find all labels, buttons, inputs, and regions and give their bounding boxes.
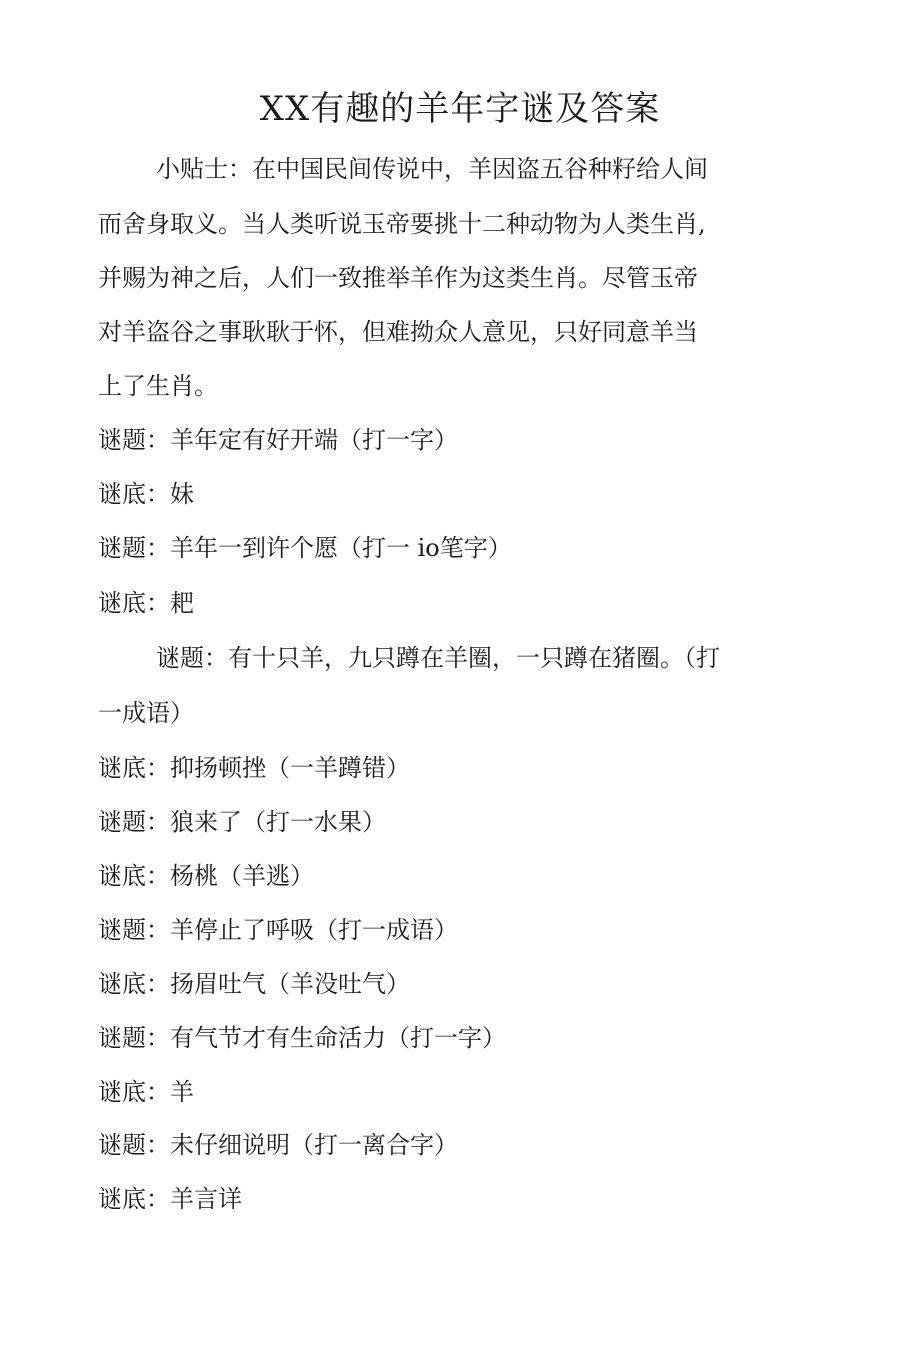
riddle-answer-7: 谜底：羊言详 xyxy=(98,1185,242,1213)
riddle-question-1: 谜题：羊年定有好开端（打一字） xyxy=(98,426,458,454)
intro-line-5: 上了生肖。 xyxy=(98,372,218,400)
riddle-question-4: 谜题：狼来了（打一水果） xyxy=(98,808,386,836)
riddle-question-3-line-1: 谜题：有十只羊，九只蹲在羊圈，一只蹲在猪圈。（打 xyxy=(156,644,720,672)
intro-line-2: 而舍身取义。当人类听说玉帝要挑十二种动物为人类生肖, xyxy=(98,210,706,238)
riddle-answer-5: 谜底：扬眉吐气（羊没吐气） xyxy=(98,970,410,998)
riddle-answer-4: 谜底：杨桃（羊逃） xyxy=(98,862,314,890)
riddle-answer-2: 谜底：耙 xyxy=(98,589,194,617)
riddle-question-2: 谜题：羊年一到许个愿（打一 io笔字） xyxy=(98,534,512,562)
intro-line-1: 小贴士：在中国民间传说中，羊因盗五谷种籽给人间 xyxy=(156,155,708,183)
intro-line-4: 对羊盗谷之事耿耿于怀，但难拗众人意见，只好同意羊当 xyxy=(98,318,698,346)
riddle-question-5: 谜题：羊停止了呼吸（打一成语） xyxy=(98,916,458,944)
intro-line-3: 并赐为神之后，人们一致推举羊作为这类生肖。尽管玉帝 xyxy=(98,264,698,292)
riddle-question-6: 谜题：有气节才有生命活力（打一字） xyxy=(98,1024,506,1052)
riddle-question-3-line-2: 一成语） xyxy=(98,699,194,727)
riddle-answer-3: 谜底：抑扬顿挫（一羊蹲错） xyxy=(98,754,410,782)
riddle-answer-1: 谜底：妹 xyxy=(98,480,194,508)
riddle-answer-6: 谜底：羊 xyxy=(98,1078,194,1106)
document-title: XX有趣的羊年字谜及答案 xyxy=(259,89,661,129)
riddle-question-7: 谜题：未仔细说明（打一离合字） xyxy=(98,1131,458,1159)
